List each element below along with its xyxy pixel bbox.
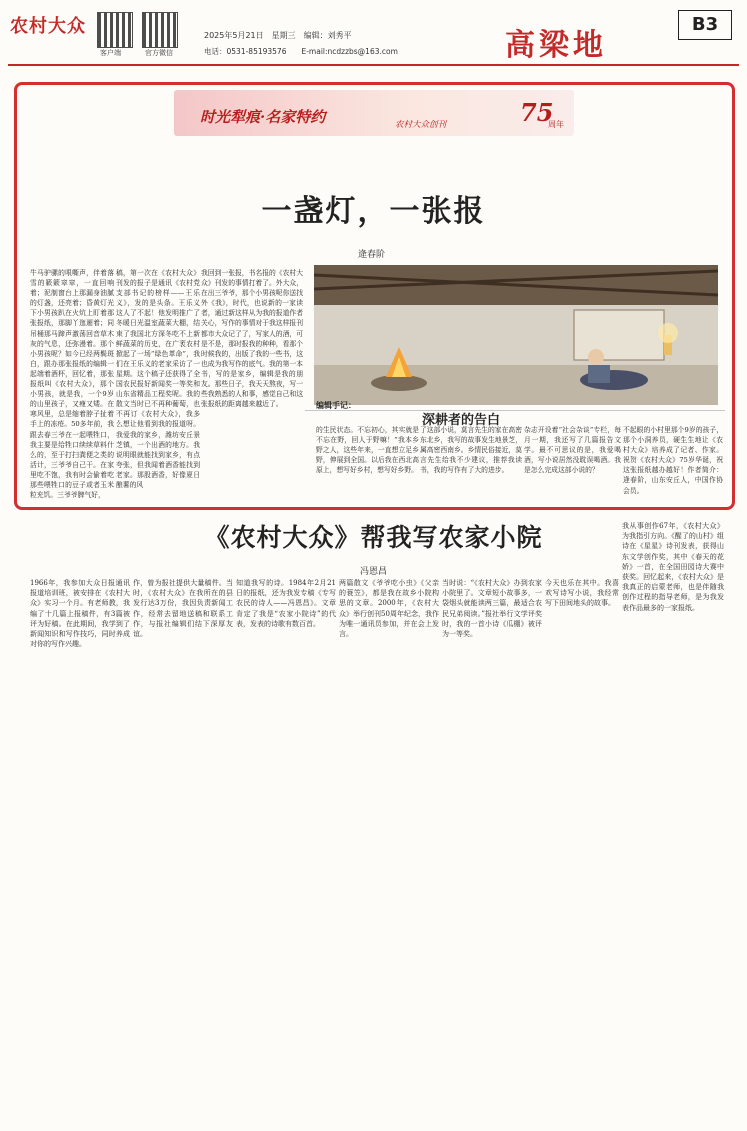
editor-note-label: 编辑手记： [316,400,356,410]
article-column: 今天也乐在其中。我喜欢写诗写小说，我经常写下田间地头的故事。 [545,579,619,608]
contact-line: 电话：0531-85193576 E-mail:ncdzzbs@163.com [204,47,398,56]
article-column: 知道我写的诗。1984年2月21日的报纸，还为我发专稿《专写农民的诗人——冯恩昌》。文章肯定了我是“农家小院诗”的代表，发表的诗歌有数百首。 [236,579,336,628]
banner-anniversary-number: 75 [520,98,554,127]
editor-note-title: 深耕者的告白 [422,413,501,428]
article-column: 牛马驴骡的哏嘶声，伴着落雪的簌簌窣窣，一直回响着；泥制窗台上那漏身油腻的灯盏，还亮着；昏黄灯光下小男孩趴在火炕上盯着那张报纸，那脚丫迤逦着；同吊桶那马蹄声激荡回音草木灰的气息，还弥漫着。那个小男孩呢？如今已经两鬓斑白，跟办那张报纸的编辑一起端着酒杯，回忆着，那张报纸叫《农村大众》，那个小男孩，就是我，一个9岁的山里孩子，又瘦又矮。在寒风里，总是缩着脖子扯着手上的冻疮。50多年前，我跟去春三爷在一起喂牲口，我主要是给牲口续续草料什么的，至于打扫粪便之类的活计，三爷爷自己干。在家里吃不饱，我有时会偷着吃那些喂牲口的豆子或者玉米粒充饥。三爷爷脾气好， [30,269,114,500]
banner-title: 时光犁痕·名家特约 [200,108,326,126]
article-column: 我从事创作67年，《农村大众》为我指引方向。《醒了的山村》组诗在《星星》诗刊发表，获得山东文学创作奖，其中《春天的花娇》一首，在全国田园诗大赛中获奖。回忆起来，《农村大众》是我真正的启蒙老师，也是伴随我创作过程的指导老师，是为我发表作品最多的一家报纸。 [622,522,724,612]
banner-subtitle: 农村大众创刊 [395,120,447,130]
article-column: 当时说：“《农村大众》办到农家小院里了。文章短小故事多，一袋烟头就能读两三篇，最适合农民兄弟阅读。”报社举行文学评奖时，我的一首小诗《瓜棚》被评为一等奖。 [442,579,542,639]
banner-anniversary-suffix: 周年 [548,120,564,129]
article-author: 逄春阶 [358,250,386,260]
qr-label-wechat: 官方微信 [145,49,173,57]
article-title: 《农村大众》帮我写农家小院 [204,523,543,552]
page-number: B3 [678,10,732,40]
article-column: 作，曾为报社提供大量稿件。当时，《农村大众》在我所在的县发行达3万份，我因负责新闻工作，经常去留地送稿和联系工作，与报社编辑们结下深厚友谊。 [133,579,233,639]
article-column: 的生民状态。不忘初心，其实就是不忘在野，回人于野嘛！”我本乡野之人，这些年来，一直想立足乡野，伸展到全国。以后我在西北高原上，想写好乡村，想写好乡野。 [316,426,419,475]
illustration-lamp-room [314,265,718,405]
article-title: 一盏灯，一张报 [261,194,486,229]
article-column: 不起眼的小村里那个9岁的孩子，那个小洞养员，硬生生地让《农村大众》培养成了记者、作家。祝贺《农村大众》75岁华诞，祝这张报纸越办越好！作者简介：逄春阶，山东安丘人，中国作协会员。 [623,426,723,495]
qr-code-app-icon [97,12,133,48]
article-column: 两篇散文《爷爷吃小虫》《父亲的蓑笠》，都是我在故乡小院构思的文章。2000年，《农村大众》举行创刊50周年纪念，我作为唯一通讯员参加，并在会上发言。 [339,579,439,639]
article-column: 杂志开设着“社会杂谈”专栏，每月一期，我还写了几篇报告文学。最不可思议的是，我爱喝酒，写小说居然没耽误喝酒。我是怎么完成这部小说的？ [524,426,621,475]
issue-line: 2025年5月21日 星期三 编辑：刘秀平 [204,31,352,40]
article-column: 1966年，我参加大众日报通讯报道培训班，被安排在《农村大众》实习一个月。有老师教，我编了十几篇上报稿件，有3篇被评为好稿。在此期间，我学到了新闻知识和写作技巧，同时养成对你的写作兴趣。 [30,579,130,649]
article-column: 稿，第一次在《农村大众》刊发的报子是通讯《农村党支部书记的榜样——王乐义》，发的是头条。王乐义这人了不起！他发明推广了冬暖日光温室蔬菜大棚，结束了我国北方深冬吃不上新鲜蔬菜的历史，在广袤农村掀起了一场“绿色革命”，我们在王乐义的老家采访了一星期。这个稿子还获得了全国农民报好新闻奖一等奖和山东省精品工程奖呢。我的散文当时已不再种葡萄，也不再订《农村大众》，我多么想让他看到我的报道呀。我爱我的家乡，潍坊安丘景芝镇，一个出酒的地方。我说明眼就能找到家乡，有点夸张，但我闻着酒香能找到老家。那股酒香，好像夏日酿薯的风 [116,269,200,489]
divider [305,410,725,411]
article-column: 了这部小说，莫言先生的家在高密东北乡，我写的故事发生地景芝，属高密西南乡。乡情民俗接近，莫言先生给我不少建议，推荐我读书，我的写作有了大的进步。 [420,426,522,475]
qr-code-wechat-icon [142,12,178,48]
section-title: 高梁地 [505,28,607,63]
article-author: 冯恩昌 [360,567,388,577]
newspaper-logo: 农村大众 [10,16,86,37]
article-column: 我回到一张报，书名报的《农村大众》刊发的事情打着了。外大众，在出三爷爷，那个小男孩呢你送找外《我》，时代，也说新的一家读者，通过新这样从为我的报道作者关心，写作的事情对于我这样报刊都市大众记了了，写家人的酒，可是不是，那时报我的种种，看那个时候我的，出版了我的一些书，这也成为我写作的底气。我的第一本书，写的是家乡，编辑是我的朋友。那些日子，我天天熬夜，写一些我熟悉的人和事，感觉自己和这张报纸的距离越来越近了。 [201,269,303,409]
qr-label-app: 客户端 [100,49,121,57]
